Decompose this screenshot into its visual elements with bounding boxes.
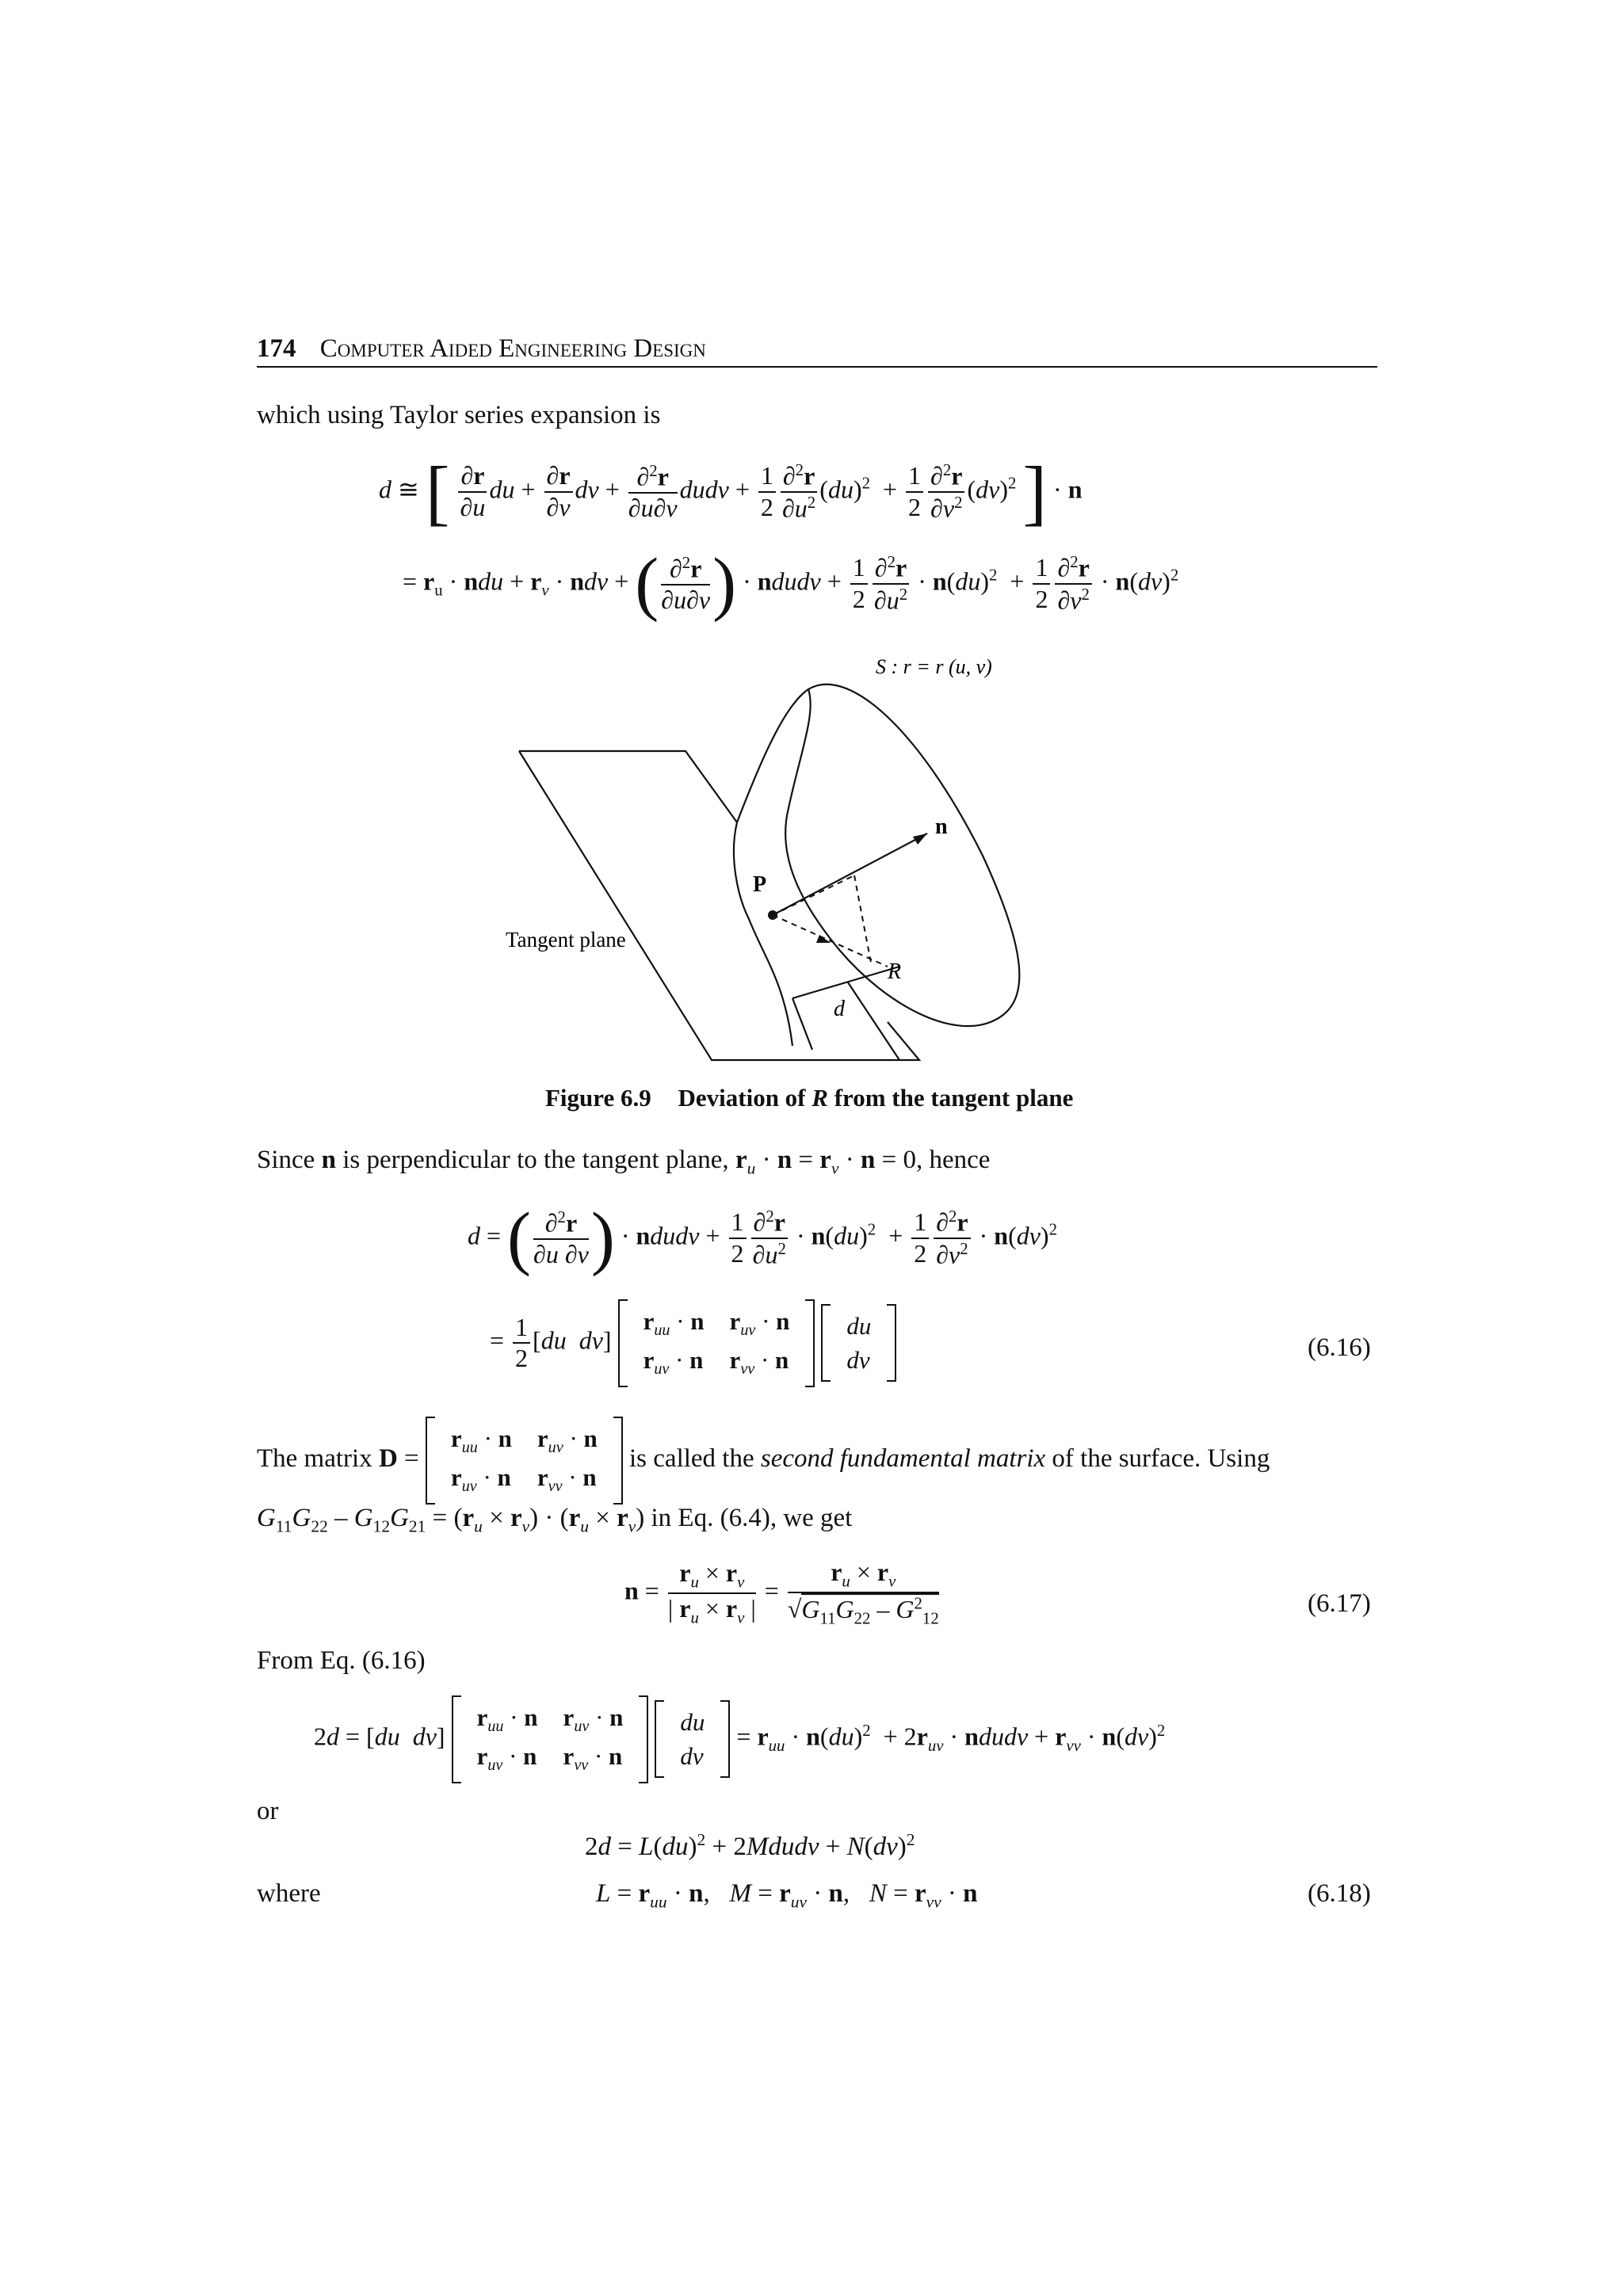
g-identity-line: $G_{11}G_{22} - G_{12}G_{21} = (r_u \times r_v) \cdot (r_u \times r_v)$ in Eq. (6.4), we get [257,1504,853,1536]
equation-d: d = ( $\frac{\partial^2r}{\partial u \partial v}$ ) · ndudv + $\frac{1}{2}$ $\frac{\partial^2r}{\partial u^2}$ · n(du)$^2$ + $\frac{1}{2}$ $\frac{\partial^2r}{\partial v^2}$ · n(dv)$^2$ [468,1199,1057,1277]
surface-label: S : r = r (u, v) [876,655,992,678]
surface-bowl [737,685,1019,1026]
figure-caption-label: Figure 6.9 [545,1084,651,1112]
tangent-plane [519,751,737,822]
page-number: 174 [257,334,296,363]
equation-6-17: n = $\frac{r_u \times r_v}{| r_u \times r_v |}$ = $\frac{r_u \times r_v}{√G_{11}G_{22} - G^2_{12}}$ [624,1558,939,1628]
header-rule [257,366,1377,368]
equation-number-6-17: (6.17) [1308,1589,1371,1618]
from-eq-text: From Eq. (6.16) [257,1646,426,1675]
equation-number-6-18: (6.18) [1308,1879,1371,1908]
matrix-D-sentence: The matrix D = $r_{uu} \cdot n$ $r_{uv} \cdot n$ $r_{uv} \cdot n$ $r_{vv} \cdot n$ is called the second fundamental matrix of the surface. Using [257,1417,1270,1505]
where-text: where [257,1879,321,1908]
distance-d-label: d [834,997,845,1021]
since-text: Since n is perpendicular to the tangent plane, $r_u \cdot n = r_v \cdot n = 0$, hence [257,1146,991,1178]
or-text: or [257,1797,279,1825]
point-R-label: R [888,959,902,984]
equation-taylor-1: d ≅ [ $\frac{\partial r}{\partial u}$ du + $\frac{\partial r}{\partial v}$ dv + $\frac{\partial^2r}{\partial u\partial v}$ dudv + $\frac{1}{2}$ $\frac{\partial^2r}{\partial u^2}$ (du)$^2$ + $\frac{1}{2}$ $\frac{\partial^2r}{\partial v^2}$ (dv)$^2$ ] · n [379,452,1083,532]
normal-label: n [935,814,948,839]
equation-taylor-2: = $r_u$ · ndu + $r_v$ · ndv + ( $\frac{\partial^2r}{\partial u\partial v}$ ) · ndudv + $\frac{1}{2}$ $\frac{\partial^2r}{\partial u^2}$ · n(du)$^2$ + $\frac{1}{2}$ $\frac{\partial^2r}{\partial v^2}$ · n(dv)$^2$ [403,544,1179,623]
tangent-plane-label: Tangent plane [506,928,626,952]
figure-6-9 [475,650,1078,1077]
intro-text: which using Taylor series expansion is [257,401,661,429]
point-P [768,910,777,920]
equation-number-6-16: (6.16) [1308,1333,1371,1362]
point-P-label: P [753,872,767,897]
equation-2d: 2d = [du dv] $r_{uu} \cdot n$ $r_{uv} \cdot n$ $r_{uv} \cdot n$ $r_{vv} \cdot n$ du dv = $r_{uu} \cdot n(du)^2 + 2r_{uv}$ · ndudv + $r_{vv} \cdot n(dv)^2$ [314,1695,1165,1783]
equation-6-18: $L = r_{uu} \cdot n$, $M = r_{uv} \cdot n$, $N = r_{vv} \cdot n$ [596,1879,978,1912]
running-title: Computer Aided Engineering Design [319,334,706,363]
figure-caption: Figure 6.9 Deviation of R from the tangent plane [545,1084,1074,1112]
equation-2d-LMN: 2d = L(du)$^2$ + 2Mdudv + N(dv)$^2$ [585,1830,915,1861]
running-header [257,336,706,362]
equation-6-16: = $\frac{1}{2}$ [du dv] $r_{uu} \cdot n$ $r_{uv} \cdot n$ $r_{uv} \cdot n$ $r_{vv} \cdot n$ du dv [490,1299,896,1387]
